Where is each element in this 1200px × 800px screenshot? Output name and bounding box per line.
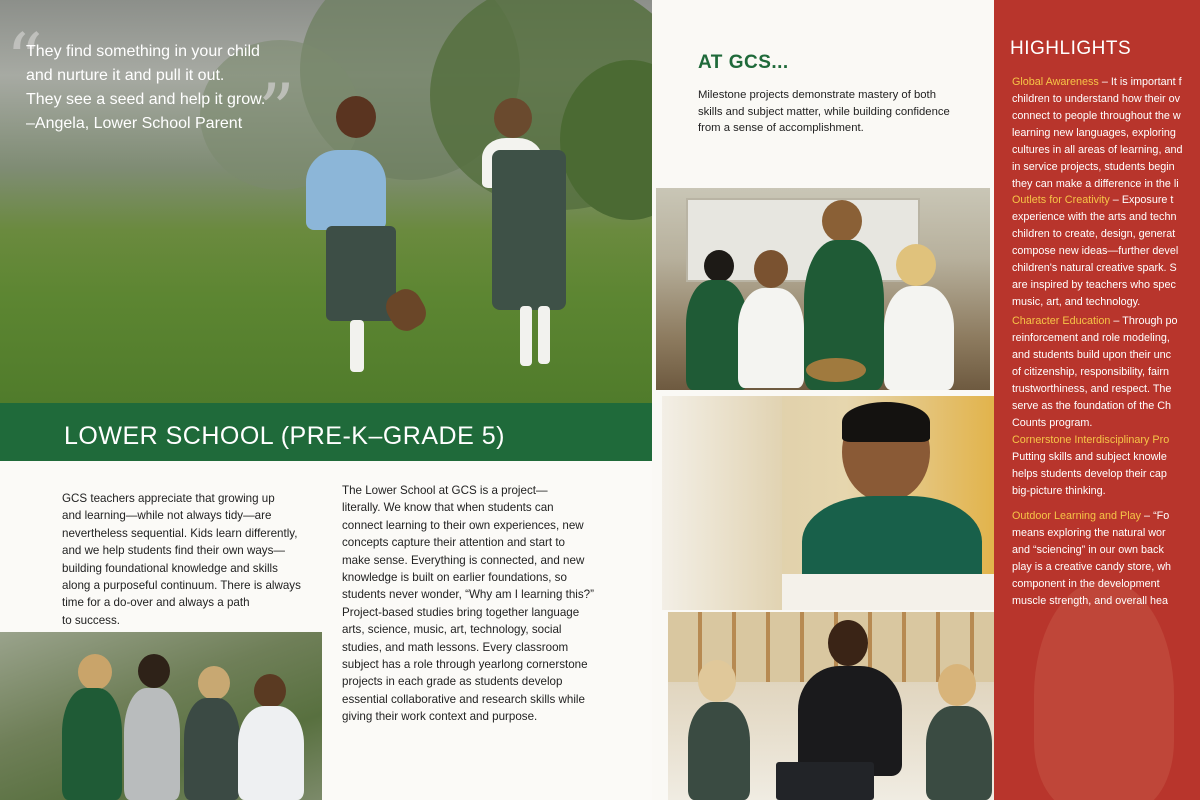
highlight-heading: Character Education [1012,315,1111,327]
section-title: LOWER SCHOOL (PRE-K–GRADE 5) [64,422,505,450]
text-line: nevertheless sequential. Kids learn differently, [62,526,298,540]
text-line: Milestone projects demonstrate mastery of both [698,89,936,101]
highlight-character [1012,313,1200,432]
text-line: essential collaborative and research skills while [342,692,585,706]
text-line: time for a do-over and always a path [62,596,250,610]
highlight-body: Putting skills and subject knowle helps students develop their cap big-picture thinking. [1012,451,1167,497]
quote-attribution: –Angela, Lower School Parent [26,115,243,132]
text-line: make sense. Everything is connected, and new [342,553,585,567]
parent-quote [26,40,326,136]
photo-students-outdoors [0,632,322,800]
text-line: along a purposeful continuum. There is always [62,579,301,593]
highlights-title: HIGHLIGHTS [1010,38,1132,59]
text-line: from a sense of accomplishment. [698,122,864,134]
text-line: GCS teachers appreciate that growing up [62,492,275,505]
text-line: knowledge is built on earlier foundations, so [342,571,567,585]
text-line: to success. [62,613,120,627]
text-line: students never wonder, “Why am I learning this?” [342,588,594,602]
quote-line: They find something in your child [26,43,260,60]
highlight-body: – Through po reinforcement and role modeling, and students build upon their unc of citizenship, responsibility, fairn trustworthiness, and respect. The serve as the foundation of the Ch Counts program. [1012,315,1178,429]
text-line: connect learning to their own experiences, new [342,518,584,532]
text-line: giving their work context and purpose. [342,710,538,724]
photo-classroom-teacher [668,612,1002,800]
text-line: subject has a role through yearlong cornerstone [342,658,588,672]
highlight-heading: Cornerstone Interdisciplinary Pro [1012,434,1170,446]
quote-line: and nurture it and pull it out. [26,67,225,84]
text-line: The Lower School at GCS is a project— [342,484,548,497]
close-quote-icon: ” [258,68,295,152]
at-gcs-title: AT GCS... [698,52,789,73]
highlight-heading: Outlets for Creativity [1012,194,1110,206]
intro-column [62,490,314,629]
highlight-body: – Exposure t experience with the arts and techn children to create, design, generat compose new ideas—further devel children's natural creative spark. S are inspired by teachers who spec music, art, and technology. [1012,194,1179,308]
open-quote-icon: “ [6,18,43,102]
text-line: and learning—while not always tidy—are [62,509,272,523]
hero-photo-girls-running [0,0,660,420]
text-line: and we help students find their own ways— [62,544,285,558]
at-gcs-description [698,87,968,137]
quote-line: They see a seed and help it grow. [26,91,266,108]
highlight-body: – “Fo means exploring the natural wor and “sciencing” in our own back play is a creative candy store, wh component in the development muscle strength, and overall hea [1012,510,1172,607]
highlight-heading: Global Awareness [1012,76,1099,88]
text-line: concepts capture their attention and start to [342,536,565,550]
photo-students-project [656,188,990,390]
highlight-outdoor [1012,508,1200,610]
text-line: literally. We know that when students can [342,501,554,515]
photo-boy-writing [662,396,996,610]
text-line: arts, science, music, art, technology, social [342,623,562,637]
highlight-cornerstone [1012,432,1200,500]
highlight-heading: Outdoor Learning and Play [1012,510,1142,522]
text-line: studies, and math lessons. Every classroom [342,640,569,654]
text-line: building foundational knowledge and skills [62,561,278,575]
highlight-creativity [1012,192,1200,311]
project-column [342,482,604,726]
highlight-global-awareness [1012,74,1200,193]
text-line: projects in each grade as students develop [342,675,563,689]
text-line: skills and subject matter, while building confidence [698,105,950,118]
highlight-body: – It is important f children to understand how their ov connect to people throughout the w learning new languages, exploring cultures in all areas of learning, and in service projects, students begin they can make a difference in the li [1012,76,1183,190]
text-line: Project-based studies bring together language [342,605,580,619]
